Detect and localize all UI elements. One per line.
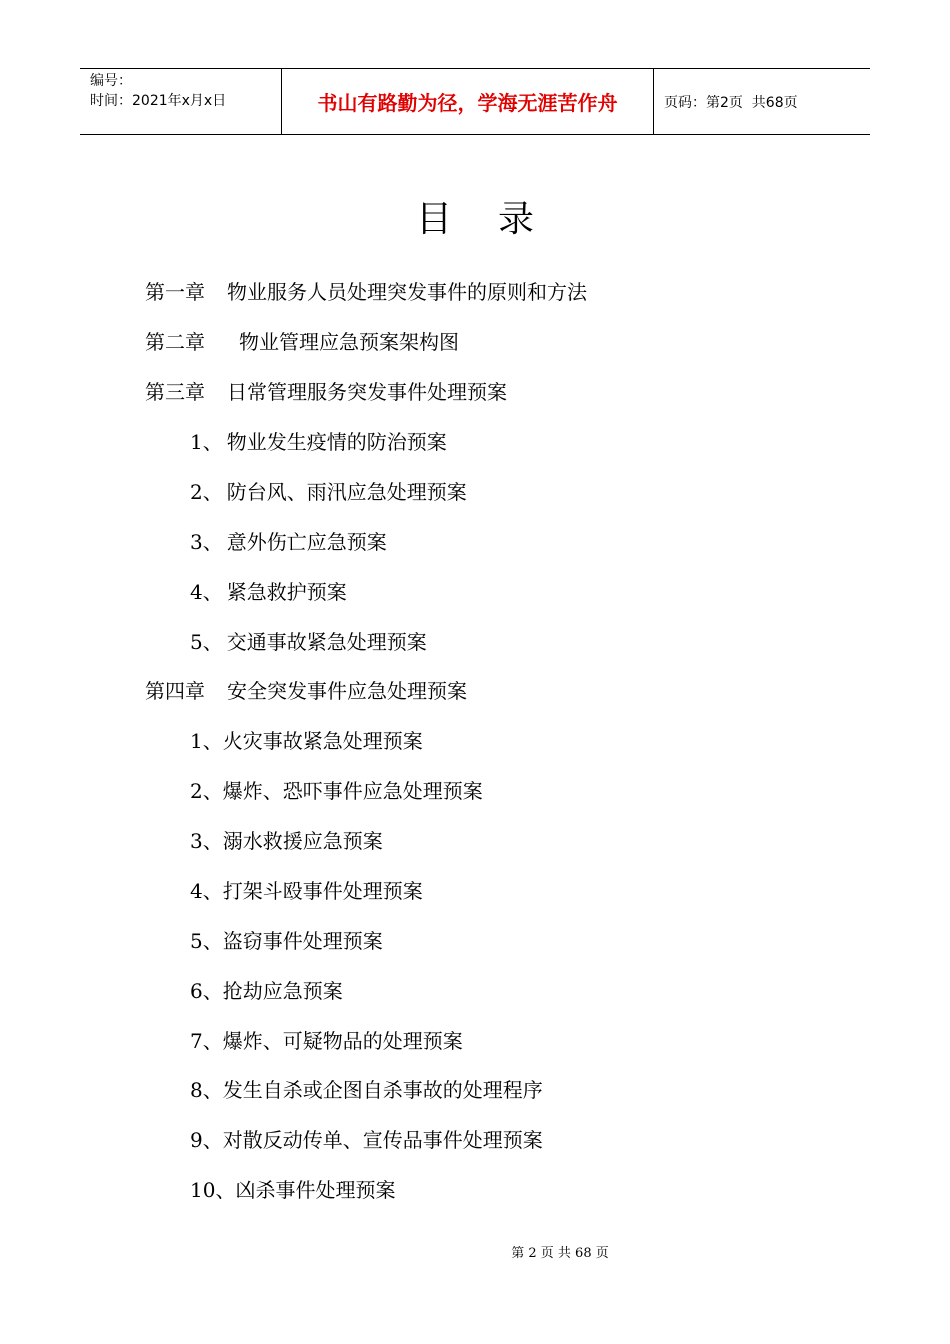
toc-number: 第三章 xyxy=(145,380,205,404)
toc-text: 凶杀事件处理预案 xyxy=(235,1178,396,1202)
toc-text: 物业发生疫情的防治预案 xyxy=(226,430,447,454)
toc-item[interactable] xyxy=(190,1072,543,1108)
toc-item[interactable] xyxy=(190,524,387,560)
toc-text: 打架斗殴事件处理预案 xyxy=(222,879,423,903)
toc-number: 8、 xyxy=(190,1078,223,1102)
toc-chapter-4[interactable] xyxy=(145,673,467,709)
toc-text: 盗窃事件处理预案 xyxy=(222,929,383,953)
toc-item[interactable] xyxy=(190,773,483,809)
header-time-label: 时间：2021年x月x日 xyxy=(90,93,227,109)
toc-number: 第四章 xyxy=(145,679,205,703)
toc-number: 7、 xyxy=(190,1029,223,1053)
toc-number: 2、 xyxy=(190,779,223,803)
page-footer: 第 2 页 共 68 页 xyxy=(511,1246,609,1261)
toc-chapter-3[interactable] xyxy=(145,374,507,410)
page-header xyxy=(80,68,870,135)
toc-number: 第一章 xyxy=(145,280,205,304)
toc-item[interactable] xyxy=(190,624,427,660)
toc-item[interactable] xyxy=(190,823,383,859)
toc-number: 4、 xyxy=(190,879,223,903)
toc-number: 4、 xyxy=(190,580,223,604)
toc-number: 1、 xyxy=(190,430,223,454)
toc-number: 1、 xyxy=(190,729,223,753)
toc-number: 10、 xyxy=(190,1178,236,1202)
toc-text: 紧急救护预案 xyxy=(226,580,347,604)
toc-text: 爆炸、可疑物品的处理预案 xyxy=(222,1029,463,1053)
toc-item[interactable] xyxy=(190,1122,543,1158)
toc-number: 第二章 xyxy=(145,330,205,354)
header-meta xyxy=(80,69,282,134)
toc-item[interactable] xyxy=(190,873,423,909)
toc-text: 意外伤亡应急预案 xyxy=(226,530,387,554)
header-motto: 书山有路勤为径，学海无涯苦作舟 xyxy=(282,69,654,134)
toc-chapter-2[interactable] xyxy=(145,324,459,360)
toc-item[interactable] xyxy=(190,424,447,460)
toc-item[interactable] xyxy=(190,574,347,610)
toc-text: 抢劫应急预案 xyxy=(222,979,343,1003)
toc-item[interactable] xyxy=(190,973,343,1009)
page-title xyxy=(0,196,950,244)
toc-number: 5、 xyxy=(190,630,223,654)
toc-number: 3、 xyxy=(190,530,223,554)
toc-number: 2、 xyxy=(190,480,223,504)
title-char-2: 录 xyxy=(498,199,535,240)
toc-number: 3、 xyxy=(190,829,223,853)
toc-text: 交通事故紧急处理预案 xyxy=(226,630,427,654)
toc-item[interactable] xyxy=(190,1023,463,1059)
toc-text: 火灾事故紧急处理预案 xyxy=(222,729,423,753)
toc-text: 爆炸、恐吓事件应急处理预案 xyxy=(222,779,483,803)
toc-number: 6、 xyxy=(190,979,223,1003)
toc-item[interactable] xyxy=(190,474,467,510)
header-page-info-text: 页码：第2页 共68页 xyxy=(664,94,798,111)
toc-text: 物业管理应急预案架构图 xyxy=(239,330,459,354)
toc-item[interactable] xyxy=(190,723,423,759)
toc-number: 5、 xyxy=(190,929,223,953)
toc-text: 安全突发事件应急处理预案 xyxy=(227,679,467,703)
toc-text: 发生自杀或企图自杀事故的处理程序 xyxy=(222,1078,543,1102)
header-number-label: 编号： xyxy=(90,73,132,89)
toc-text: 日常管理服务突发事件处理预案 xyxy=(227,380,507,404)
toc-text: 物业服务人员处理突发事件的原则和方法 xyxy=(227,280,587,304)
header-page-info xyxy=(654,69,870,134)
toc-text: 溺水救援应急预案 xyxy=(222,829,383,853)
toc-item[interactable] xyxy=(190,923,383,959)
toc-chapter-1[interactable] xyxy=(145,274,587,310)
title-char-1: 目 xyxy=(415,199,452,240)
toc-item[interactable] xyxy=(190,1172,395,1208)
toc-text: 防台风、雨汛应急处理预案 xyxy=(226,480,467,504)
toc-number: 9、 xyxy=(190,1128,223,1152)
toc-text: 对散反动传单、宣传品事件处理预案 xyxy=(222,1128,543,1152)
